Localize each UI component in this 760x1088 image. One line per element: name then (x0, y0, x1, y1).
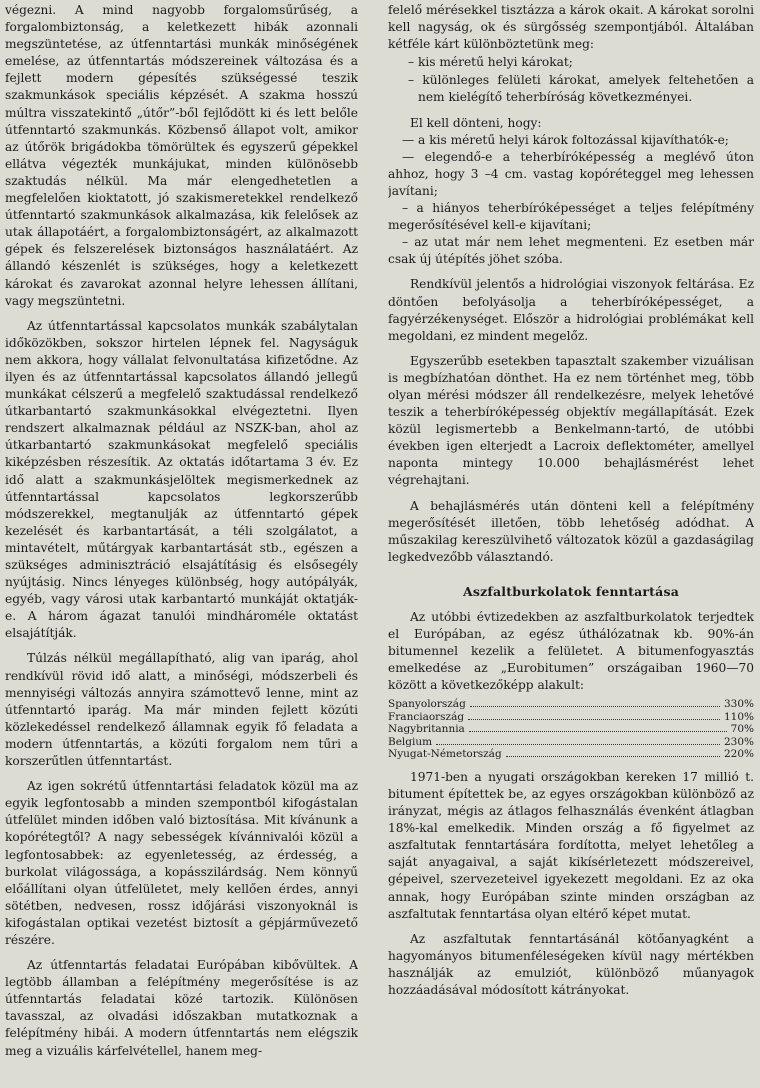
growth-value: 230% (723, 735, 754, 748)
section-heading: Aszfaltburkolatok fenntartása (463, 583, 679, 599)
bitumen-growth-table (388, 698, 754, 761)
growth-value: 220% (723, 748, 754, 761)
right-text-column (388, 2, 754, 1086)
paragraph: végezni. A mind nagyobb forgalomsűrűség, a forgalombiztonság, a keletkezett hibák azonnali megszüntetése, az útfenntartási munkák minőségének emelése, az útfenntartás módszereinek változása és a fejlett modern gépesítés szükségessé teszik szakmunkások speciális képzését. A szakma hosszú múltra visszatekintő „útőr”-ből fejlődött ki és lett belőle útfenntartó szakmunkás. Közbenső állapot volt, amikor az útőrök brigádokba tömörültek és egyszerű gépekkel ellátva végezték munkájukat, minden különösebb szaktudás nélkül. Ma már elengedhetetlen a megfelelően kioktatott, jó szakismeretekkel rendelkező útfenntartó szakmunkások alkalmazása, kik felelősek az utak állapotáért, a forgalombiztonságért, az alkalmazott gépek és felszerelések biztonságos használatáért. Az állandó készenlét is szükséges, hogy a keletkezett károkat és zavarokat azonnal helyre lehessen állítani, vagy megszüntetni. (5, 3, 358, 308)
list-item: – különleges felületi károkat, amelyek feltehetően a nem kielégítő teherbíróság következményei. (408, 73, 754, 105)
growth-value: 330% (723, 698, 754, 711)
table-row (388, 698, 754, 711)
paragraph: Az utóbbi évtizedekben az aszfaltburkolatok terjedtek el Európában, az egész úthálózatnak kb. 90%-án bitumennel kezelik a felületet. A bitumenfogyasztás emelkedése az „Eurobitumen” országaiban 1960—70 között a következőképp alakult: (388, 609, 754, 693)
country-name: Spanyolország (388, 698, 466, 711)
growth-value: 110% (723, 710, 754, 723)
paragraph: Az igen sokrétű útfenntartási feladatok közül ma az egyik legfontosabb a minden szempontból kifogástalan útfelület minden időben való biztosítása. Mit kívánunk a kopórétegtől? A nagy sebességek kívánnivalói közül a legfontosabbek: az egyenletesség, az érdesség, a burkolat világossága, a kopásszilárdság. Nem könnyű előállítani olyan útfelületet, mely kellően érdes, annyi sötétben, nedvesen, rossz időjárási viszonyoknál is kifogástalan optikai vezetést biztosít a gépjárművezető részére. (5, 779, 358, 947)
paragraph: Túlzás nélkül megállapítható, alig van iparág, ahol rendkívül rövid idő alatt, a minőségi, módszerbeli és mennyiségi változás annyira számottevő lenne, mint az útfenntartó iparág. Ma már minden fejlett közúti közlekedéssel rendelkező államnak egyik fő feladata a modern útfenntartás, a közúti forgalom nem tűri a korszerűtlen útfenntartást. (5, 651, 358, 769)
left-text-column (5, 2, 358, 1086)
paragraph: 1971-ben a nyugati országokban kereken 17 millió t. bitument építettek be, az egyes országokban különböző az irányzat, mégis az átlagos felhasználás évenként átlagban 18%-kal emelkedik. Minden ország a fő figyelmet az aszfaltutak fenntartására fordította, melyet lehetőleg a saját anyagaival, a saját kikísérletezett módszereivel, gépeivel, szervezeteivel igyekezett megoldani. Ez az oka annak, hogy Európában szinte minden országban az aszfaltutak fenntartása olyan eltérő képet mutat. (388, 769, 754, 921)
paragraph: A behajlásmérés után dönteni kell a felépítmény megerősítését illetően, több lehetőség adódhat. A műszakilag kereszülvihető változatok közül a gazdaságilag legkedvezőbb választandó. (388, 498, 754, 564)
table-row (388, 736, 754, 749)
dot-leader (506, 756, 720, 757)
country-name: Nyugat-Németország (388, 748, 502, 761)
paragraph: Rendkívül jelentős a hidrológiai viszonyok feltárása. Ez döntően befolyásolja a teherbíróképességet, a fagyérzékenységet. Először a hidrológiai problémákat kell megoldani, ez mindent megelőz. (388, 277, 754, 343)
country-name: Belgium (388, 735, 433, 748)
dot-leader (469, 731, 727, 732)
dot-leader (468, 719, 720, 720)
list-item: – az utat már nem lehet megmenteni. Ez esetben már csak új útépítés jöhet szóba. (388, 235, 754, 267)
paragraph: Az aszfaltutak fenntartásánál kötőanyagként a hagyományos bitumenféleségeken kívül nagy mértékben használják az emulziót, különböző műanyagok hozzáadásával módosított kátrányokat. (388, 931, 754, 997)
list-item: — elegendő-e a teherbíróképesség a meglévő úton ahhoz, hogy 3 –4 cm. vastag kopóréteggel meg lehessen javítani; (388, 149, 754, 198)
dot-leader (436, 744, 720, 745)
paragraph: Az útfenntartás feladatai Európában kibővültek. A legtöbb államban a felépítmény megerősítése is az útfenntartás feladatai közé tartozik. Különösen tavasszal, az olvadási időszakban mutatkoznak a felépítmény hibái. A modern útfenntartás nem elégszik meg a vizuális kárfelvétellel, hanem meg- (5, 958, 358, 1058)
country-name: Franciaország (388, 710, 465, 723)
paragraph: Az útfenntartással kapcsolatos munkák szabálytalan időközökben, sokszor hirtelen lépnek fel. Nagyságuk nem akkora, hogy vállalat felvonultatása kifizetődne. Az ilyen és az útfenntartással kapcsolatos állandó jellegű munkákat célszerű a megfelelő szaktudással rendelkező útkarbantartó szakmunkásokkal elvégeztetni. Ilyen rendszert alkalmaznak például az NSZK-ban, ahol az útkarbantartó szakmunkásokat megfelelő speciális kiképzésben részesítik. Az oktatás időtartama 3 év. Ez idő alatt a szakmunkásjelöltek megismerkednek az útfenntartással kapcsolatos legkorszerűbb módszerekkel, megtanulják az útfenntartó gépek kezelését és karbantartását, a téli szolgálatot, a mintavételt, műtárgyak karbantartását stb., egészen a szükséges adminisztráció elsajátításig és elsősegély nyújtásig. Nincs lényeges különbség, hogy autópályák, egyéb, vagy városi utak karbantartó munkáját oktatják-e. A három ágazat tanulói mindhároméle oktatást elsajátítják. (5, 318, 358, 641)
paragraph: El kell dönteni, hogy: (410, 115, 542, 130)
list-item: — a kis méretű helyi károk foltozással kijavíthatók-e; (402, 132, 729, 147)
growth-value: 70% (730, 723, 754, 736)
paragraph: Egyszerűbb esetekben tapasztalt szakember vizuálisan is megbízhatóan dönthet. Ha ez nem történhet meg, több olyan mérési módszer áll rendelkezésre, melyek lehetővé teszik a teherbíróképesség objektív megállapítását. Ezek közül legismertebb a Benkelmann-tartó, de utóbbi években igen elterjedt a Lacroix deflektométer, amellyel naponta mintegy 10.000 behajlásmérést lehet végrehajtani. (388, 353, 754, 488)
table-row (388, 748, 754, 761)
paragraph: felelő mérésekkel tisztázza a károk okait. A károkat sorolni kell nagyság, ok és sürgősség szempontjából. Általában kétféle kárt különböztetünk meg: (388, 3, 754, 52)
list-item: – a hiányos teherbíróképességet a teljes felépítmény megerősítésével kell-e kijavítani; (388, 201, 754, 233)
list-item: – kis méretű helyi károkat; (408, 55, 573, 70)
table-row (388, 711, 754, 724)
country-name: Nagybritannia (388, 723, 465, 736)
table-row (388, 723, 754, 736)
dot-leader (470, 706, 720, 707)
